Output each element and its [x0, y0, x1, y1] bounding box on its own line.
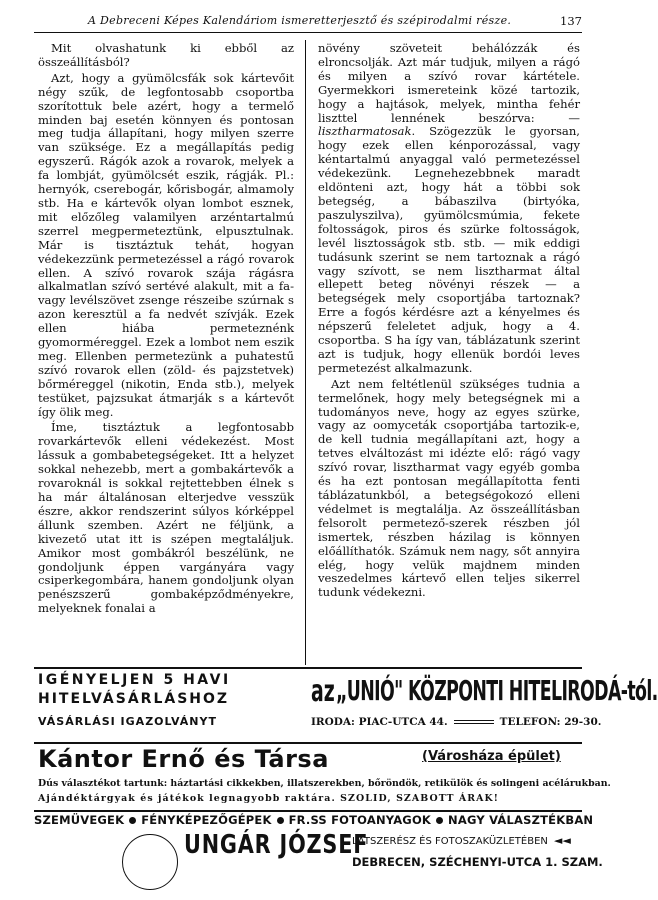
- emphasis-text: lisztharmatosak: [318, 124, 412, 139]
- ungar-line-text: LÁTSZERÉSZ ÉS FOTOSZAKÜZLETÉBEN: [352, 836, 548, 847]
- article-right-column: [318, 42, 580, 600]
- ungar-advertisement: [34, 810, 603, 896]
- ungar-band: [34, 813, 593, 827]
- article-left-column: [38, 42, 294, 616]
- paragraph: [318, 42, 580, 376]
- paragraph: Íme, tisztáztuk a legfontosabb rovarkártevők elleni védekezést. Most lássuk a gombabetegségeket. Itt a helyzet sokkal nehezebb, mert a gombakártevők a rovaroknál is sokkal rejtettebben élnek s ha már általánosan elterjedve vesszük észre, akkor rendszerint súlyos kórképpel állunk szemben. Azért ne féljünk, a kivezető utat itt is szépen megtaláljuk. Amikor most gombákról beszélünk, ne gondoljunk éppen vargányára vagy csiperkegombára, hanem gondoljunk olyan penészszerű gombaképződményekre, melyeknek fonalai a: [38, 420, 294, 616]
- paragraph: Azt, hogy a gyümölcsfák sok kártevőit négy szűk, de legfontosabb csoportba szorítottuk bele azért, hogy a termelő minden baj esetén könnyen és pontosan meg tudja állapítani, hogy milyen szerre van szüksége. Ez a megállapítás pedig egyszerű. Rágók azok a rovarok, melyek a fa lombját, gyümölcsét eszik, rágják. Pl.: hernyók, cserebogár, kőrisbogár, almamoly stb. Ha e kártevők olyan lombot esznek, mit előzőleg valamilyen arzéntartalmú szerrel megpermeteztünk, elpusztulnak. Már is tisztáztuk tehát, hogyan védekezzünk permetezéssel a rágó rovarok ellen. A szívó rovarok szája rágásra alkalmatlan szívó sertévé alakult, mit a fa- vagy levélszövet zsenge részeibe szúrnak s azon keresztül a fa nedvét szívják. Ezek ellen hiába permeteznénk gyomorméreggel. Ezek a lombot nem eszik meg. Ellenben permetezünk a puhatestű szívó rovarok ellen (zöld- és pajzstetvek) bőrméreggel (nikotin, Enda stb.), melyek testüket, pajzsukat átmarják s a kártevőt így ölik meg.: [38, 70, 294, 419]
- ad-line: IGÉNYELJEN 5 HAVI: [38, 672, 231, 688]
- phone-text: TELEFON: 29-30.: [499, 716, 602, 728]
- page-header: [34, 14, 582, 32]
- unio-brand: „UNIÓ" KÖZPONTI HITELIRODÁ-tól.: [336, 674, 658, 707]
- kantor-location: (Városháza épület): [422, 749, 561, 764]
- text-run: Azt nem feltétlenül szükséges tudnia a termelőnek, hogy mely betegségnek mi a tudományos neve, hogy az egyes szürke, vagy az oomyceták csoportjába tartozik-e, de kell tudnia megállapítani azt, hogy a tetves elváltozást mi idézte elő: rágó vagy szívó rovar, lisztharmat vagy egyéb gomba és ha ezt pontosan megállapította fenti táblázatunkból, a betegségokozó elleni védelmet is megtalálja. Az összeállításban felsorolt permetező-szerek részben jól ismertek, részben házilag is könnyen előállíthatók. Számuk nem nagy, sőt annyira elég, hogy velük majdnem minden veszedelmes kártevő ellen teljes sikerrel tudunk védekezni.: [318, 376, 580, 600]
- band-item: SZEMÜVEGEK: [34, 813, 125, 827]
- ungar-name: UNGÁR JÓZSEF: [184, 830, 369, 860]
- ungar-line: DEBRECEN, SZÉCHENYI-UTCA 1. SZAM.: [352, 855, 603, 869]
- ad-line: VÁSÁRLÁSI IGAZOLVÁNYT: [38, 715, 217, 728]
- unio-advertisement: [34, 670, 658, 742]
- ad-az: az: [311, 674, 335, 709]
- kantor-advertisement: [34, 745, 611, 809]
- band-item: FÉNYKÉPEZŐGÉPEK: [141, 813, 272, 827]
- ad-separator: [34, 742, 582, 744]
- ad-separator: [34, 667, 582, 669]
- band-item: FR.SS FOTOANYAGOK: [288, 813, 432, 827]
- paragraph: Mit olvashatunk ki ebből az összeállításból?: [38, 41, 294, 69]
- ungar-line: [352, 834, 571, 847]
- kantor-desc: Ajándéktárgyak és játékok legnagyobb raktára. SZOLID, SZABOTT ÁRAK!: [38, 793, 500, 804]
- band-item: NAGY VÁLASZTÉKBAN: [448, 813, 594, 827]
- address-text: IRODA: PIAC-UTCA 44.: [311, 716, 448, 728]
- page-number: 137: [560, 14, 582, 28]
- bullet-icon: [129, 817, 136, 824]
- arrow-icon: ◄◄: [553, 834, 571, 847]
- header-rule: [34, 32, 582, 33]
- bullet-icon: [436, 817, 443, 824]
- kantor-name: Kántor Ernő és Társa: [38, 745, 329, 773]
- column-divider: [305, 40, 306, 665]
- kantor-desc: Dús választékot tartunk: háztartási cikkekben, illatszerekben, bőröndök, retikülök és solingeni acélárukban.: [38, 778, 611, 789]
- unio-address: [311, 716, 601, 728]
- text-run: . Szögezzük le gyorsan, hogy ezek ellen kénporozással, vagy kéntartalmú anyaggal való permetezéssel védekezünk. Legnehezebbnek maradt eldönteni azt, hogy hát a többi sok betegség, a bábaszilva (birtyóka, paszulyszilva), gyümölcsmúmia, fekete foltosságok, piros és szürke foltosságok, levél lisztosságok stb. stb. — mik eddigi tudásunk szerint se nem tartoznak a rágó vagy szívott, se nem lisztharmat által ellepett beteg növényi részek — a betegségek mely csoportjába tartoznak? Erre a fogós kérdésre azt a kényelmes és népszerű feleletet adjuk, hogy a 4. csoportba. S ha így van, táblázatunk szerint azt is tudjuk, hogy ellenük bordói leves permetezést alkalmazunk.: [318, 124, 580, 375]
- separator: [454, 720, 494, 724]
- running-title: A Debreceni Képes Kalendáriom ismeretterjesztő és szépirodalmi része.: [88, 14, 512, 27]
- lens-logo-icon: [122, 834, 178, 890]
- paragraph: [318, 378, 580, 601]
- text-run: növény szöveteit behálózzák és elroncsolják. Azt már tudjuk, milyen a rágó és milyen a szívó rovar kártétele. Gyermekkori ismereteink közé tartozik, hogy a hajtások, melyek, mintha fehér liszttel lennének beszórva: —: [318, 41, 580, 125]
- ad-line: HITELVÁSÁRLÁSHOZ: [38, 691, 230, 707]
- bullet-icon: [277, 817, 284, 824]
